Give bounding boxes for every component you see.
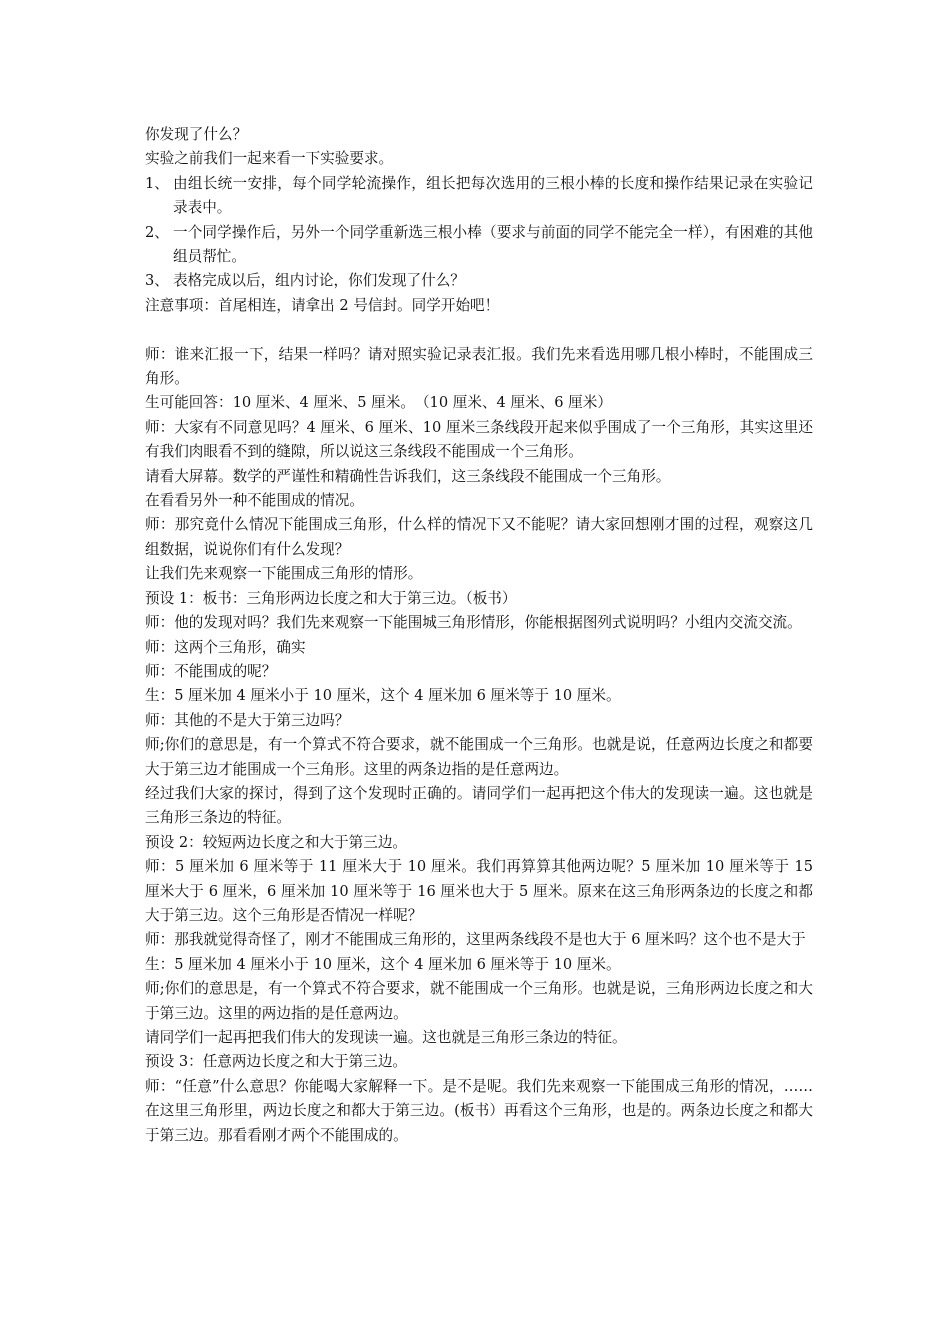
- body-paragraph: 请同学们一起再把我们伟大的发现读一遍。这也就是三角形三条边的特征。: [145, 1029, 627, 1047]
- notice-line: 注意事项：首尾相连，请拿出 2 号信封。同学开始吧！: [145, 296, 500, 314]
- body-paragraph: 师：那究竟什么情况下能围成三角形，什么样的情况下又不能呢？请大家回想刚才围的过程，观察这几组数据，说说你们有什么发现？: [145, 516, 813, 558]
- body-paragraph: 师：不能围成的呢？: [145, 662, 277, 680]
- body-paragraph: 师;你们的意思是，有一个算式不符合要求，就不能围成一个三角形。也就是说，任意两边长度之和都要大于第三边才能围成一个三角形。这里的两条边指的是任意两边。: [145, 736, 813, 778]
- requirement-item-2: [145, 221, 813, 270]
- requirement-item-1: [145, 172, 813, 221]
- body-paragraph: 师：他的发现对吗？我们先来观察一下能围城三角形情形，你能根据图列式说明吗？小组内交流交流。: [145, 614, 802, 632]
- body-paragraph: 生可能回答：10 厘米、4 厘米、5 厘米。 （10 厘米、4 厘米、6 厘米）: [145, 394, 612, 412]
- body-paragraph: 生：5 厘米加 4 厘米小于 10 厘米，这个 4 厘米加 6 厘米等于 10 厘米。: [145, 687, 621, 705]
- body-paragraph: 经过我们大家的探讨，得到了这个发现时正确的。请同学们一起再把这个伟大的发现读一遍。这也就是三角形三条边的特征。: [145, 784, 813, 827]
- body-paragraph: 师：这两个三角形，确实: [145, 638, 306, 656]
- requirement-text: 一个同学操作后，另外一个同学重新选三根小棒（要求与前面的同学不能完全一样），有困难的其他组员帮忙。: [173, 223, 813, 266]
- body-paragraph: 生：5 厘米加 4 厘米小于 10 厘米，这个 4 厘米加 6 厘米等于 10 厘米。: [145, 955, 621, 973]
- body-paragraph: 请看大屏幕。数学的严谨性和精确性告诉我们，这三条线段不能围成一个三角形。: [145, 467, 671, 485]
- requirement-number: 2、: [145, 223, 169, 241]
- body-paragraph: 师：5 厘米加 6 厘米等于 11 厘米大于 10 厘米。我们再算算其他两边呢？5 厘米加 10 厘米等于 15 厘米大于 6 厘米，6 厘米加 10 厘米等于 16 厘米也大于 5 厘米。原来在这三角形两条边的长度之和都大于第三边。这个三角形是否情况一样呢？: [145, 858, 813, 924]
- body-paragraph: 师;你们的意思是，有一个算式不符合要求，就不能围成一个三角形。也就是说，三角形两边长度之和大于第三边。这里的两边指的是任意两边。: [145, 980, 813, 1022]
- intro-line-1: 你发现了什么？: [145, 126, 248, 143]
- body-paragraph: 师：“任意”什么意思？你能喝大家解释一下。是不是呢。我们先来观察一下能围成三角形的情况，……在这里三角形里，两边长度之和都大于第三边。(板书）再看这个三角形，也是的。两条边长度之和都大于第三边。那看看刚才两个不能围成的。: [145, 1077, 813, 1144]
- body-paragraph: 让我们先来观察一下能围成三角形的情形。: [145, 565, 423, 583]
- body-paragraph: 预设 3：任意两边长度之和大于第三边。: [145, 1053, 408, 1071]
- body-paragraph: 师：谁来汇报一下，结果一样吗？请对照实验记录表汇报。我们先来看选用哪几根小棒时，不能围成三角形。: [145, 345, 813, 388]
- document-page: [145, 123, 813, 1148]
- requirement-text: 由组长统一安排，每个同学轮流操作，组长把每次选用的三根小棒的长度和操作结果记录在实验记录表中。: [173, 174, 813, 217]
- requirement-number: 3、: [145, 272, 169, 290]
- body-paragraph: 在看看另外一种不能围成的情况。: [145, 492, 364, 510]
- requirement-number: 1、: [145, 174, 169, 192]
- requirement-item-3: [145, 269, 813, 293]
- body-paragraph: 预设 2：较短两边长度之和大于第三边。: [145, 833, 408, 851]
- body-paragraph: 师：那我就觉得奇怪了，刚才不能围成三角形的，这里两条线段不是也大于 6 厘米吗？这个也不是大于: [145, 931, 806, 949]
- paragraph-gap: [145, 318, 813, 342]
- requirement-text: 表格完成以后，组内讨论，你们发现了什么？: [173, 272, 465, 290]
- body-paragraph: 师：其他的不是大于第三边吗？: [145, 711, 350, 729]
- body-paragraph: 师：大家有不同意见吗？4 厘米、6 厘米、10 厘米三条线段开起来似乎围成了一个三角形，其实这里还有我们肉眼看不到的缝隙，所以说这三条线段不能围成一个三角形。: [145, 418, 813, 461]
- intro-line-2: 实验之前我们一起来看一下实验要求。: [145, 150, 394, 168]
- body-paragraph: 预设 1：板书：三角形两边长度之和大于第三边。（板书）: [145, 589, 517, 607]
